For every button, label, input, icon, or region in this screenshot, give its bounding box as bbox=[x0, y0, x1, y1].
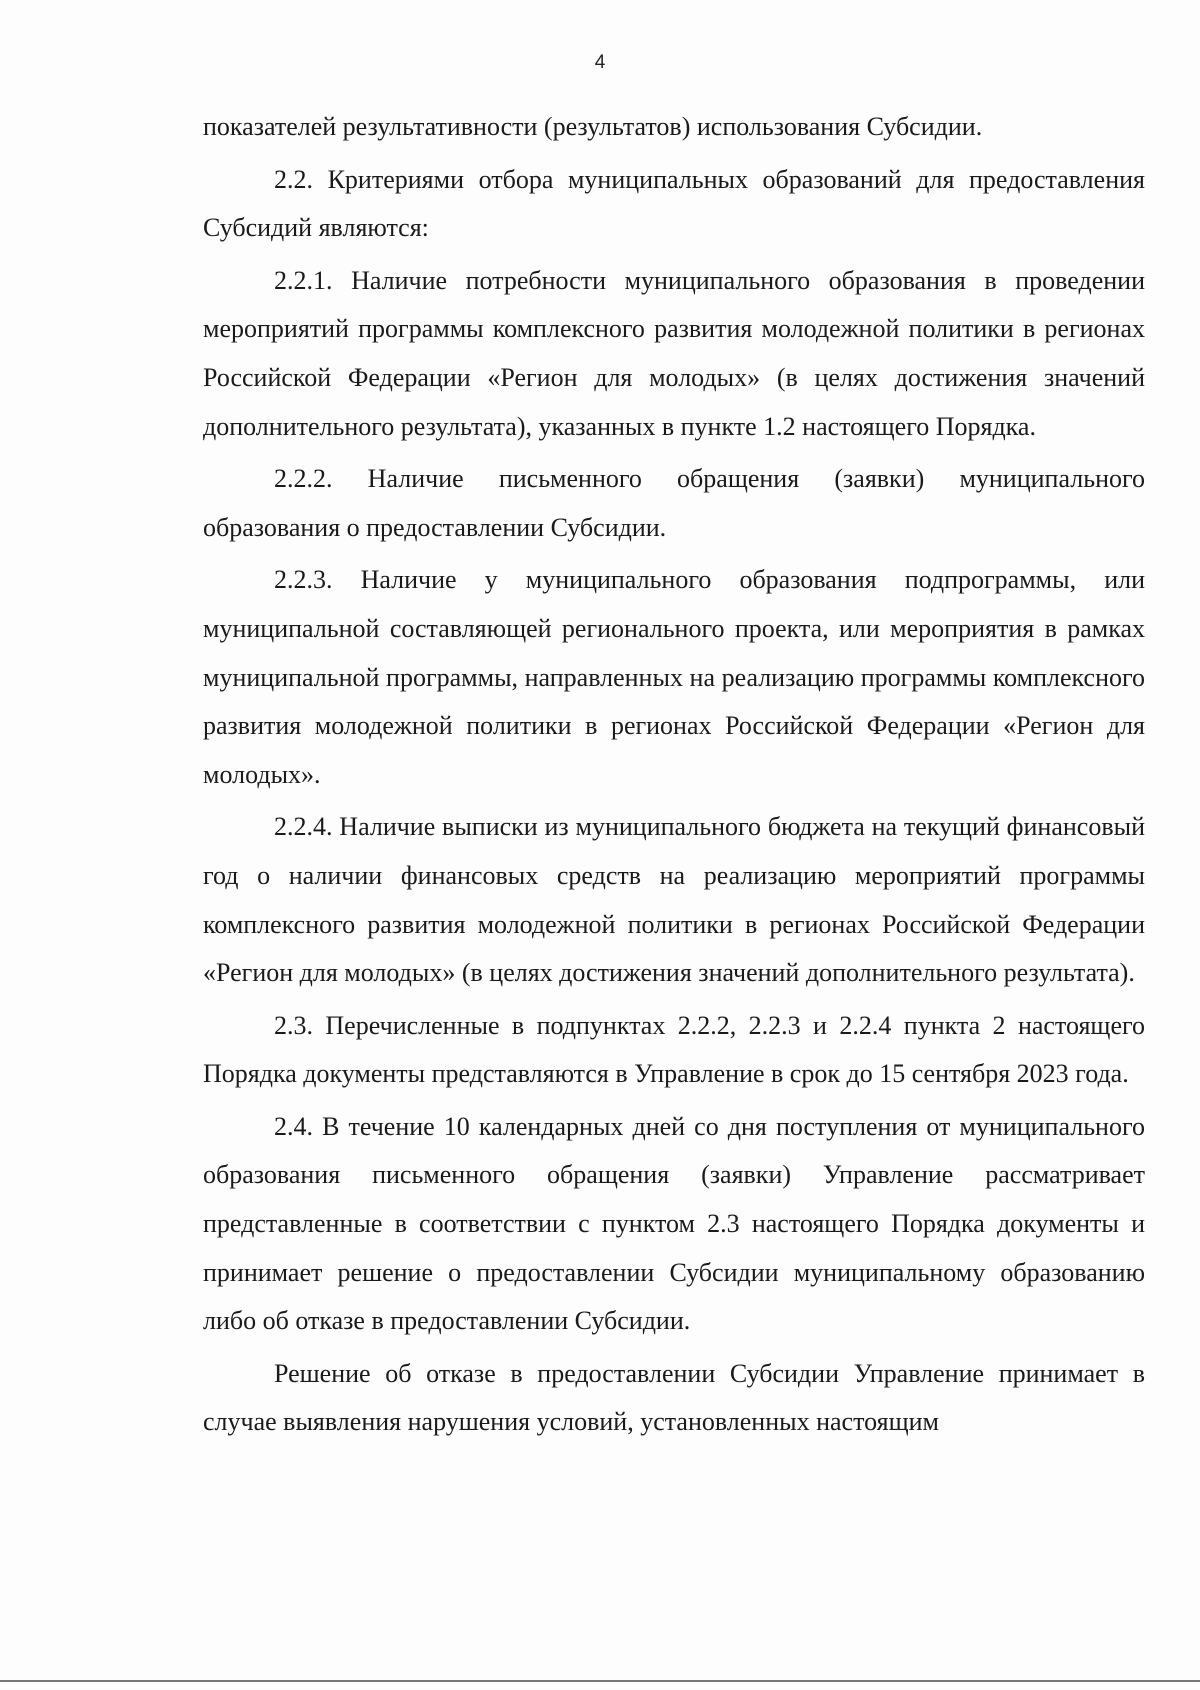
page-number: 4 bbox=[594, 52, 606, 73]
document-body bbox=[203, 103, 1145, 1447]
paragraph-continuation: показателей результативности (результатов) использования Субсидии. bbox=[203, 112, 983, 141]
paragraph-2-2-2: 2.2.2. Наличие письменного обращения (заявки) муниципального образования о предоставлении Субсидии. bbox=[203, 464, 1145, 542]
paragraph-2-3: 2.3. Перечисленные в подпунктах 2.2.2, 2.2.3 и 2.2.4 пункта 2 настоящего Порядка документы представляются в Управление в срок до 15 сентября 2023 года. bbox=[203, 1010, 1145, 1089]
paragraph-2-2: 2.2. Критериями отбора муниципальных образований для предоставления Субсидий являются: bbox=[203, 164, 1145, 243]
paragraph-2-4: 2.4. В течение 10 календарных дней со дня поступления от муниципального образования письменного обращения (заявки) Управление рассматривает представленные в соответствии с пунктом 2.3 настоящего Порядка документы и принимает решение о предоставлении Субсидии муниципальному образованию либо об отказе в предоставлении Субсидии. bbox=[203, 1111, 1145, 1336]
paragraph-2-2-4: 2.2.4. Наличие выписки из муниципального бюджета на текущий финансовый год о наличии финансовых средств на реализацию мероприятий программы комплексного развития молодежной политики в регионах Российской Федерации «Регион для молодых» (в целях достижения значений дополнительного результата). bbox=[203, 812, 1145, 988]
bottom-edge-line bbox=[0, 1680, 1200, 1682]
paragraph-2-2-1: 2.2.1. Наличие потребности муниципального образования в проведении мероприятий программы комплексного развития молодежной политики в регионах Российской Федерации «Регион для молодых» (в целях достижения значений дополнительного результата), указанных в пункте 1.2 настоящего Порядка. bbox=[203, 265, 1145, 441]
paragraph-refusal-decision: Решение об отказе в предоставлении Субсидии Управление принимает в случае выявления нарушения условий, установленных настоящим bbox=[203, 1358, 1145, 1437]
paragraph-2-2-3: 2.2.3. Наличие у муниципального образования подпрограммы, или муниципальной составляющей регионального проекта, или мероприятия в рамках муниципальной программы, направленных на реализацию программы комплексного развития молодежной политики в регионах Российской Федерации «Регион для молодых». bbox=[203, 565, 1145, 789]
